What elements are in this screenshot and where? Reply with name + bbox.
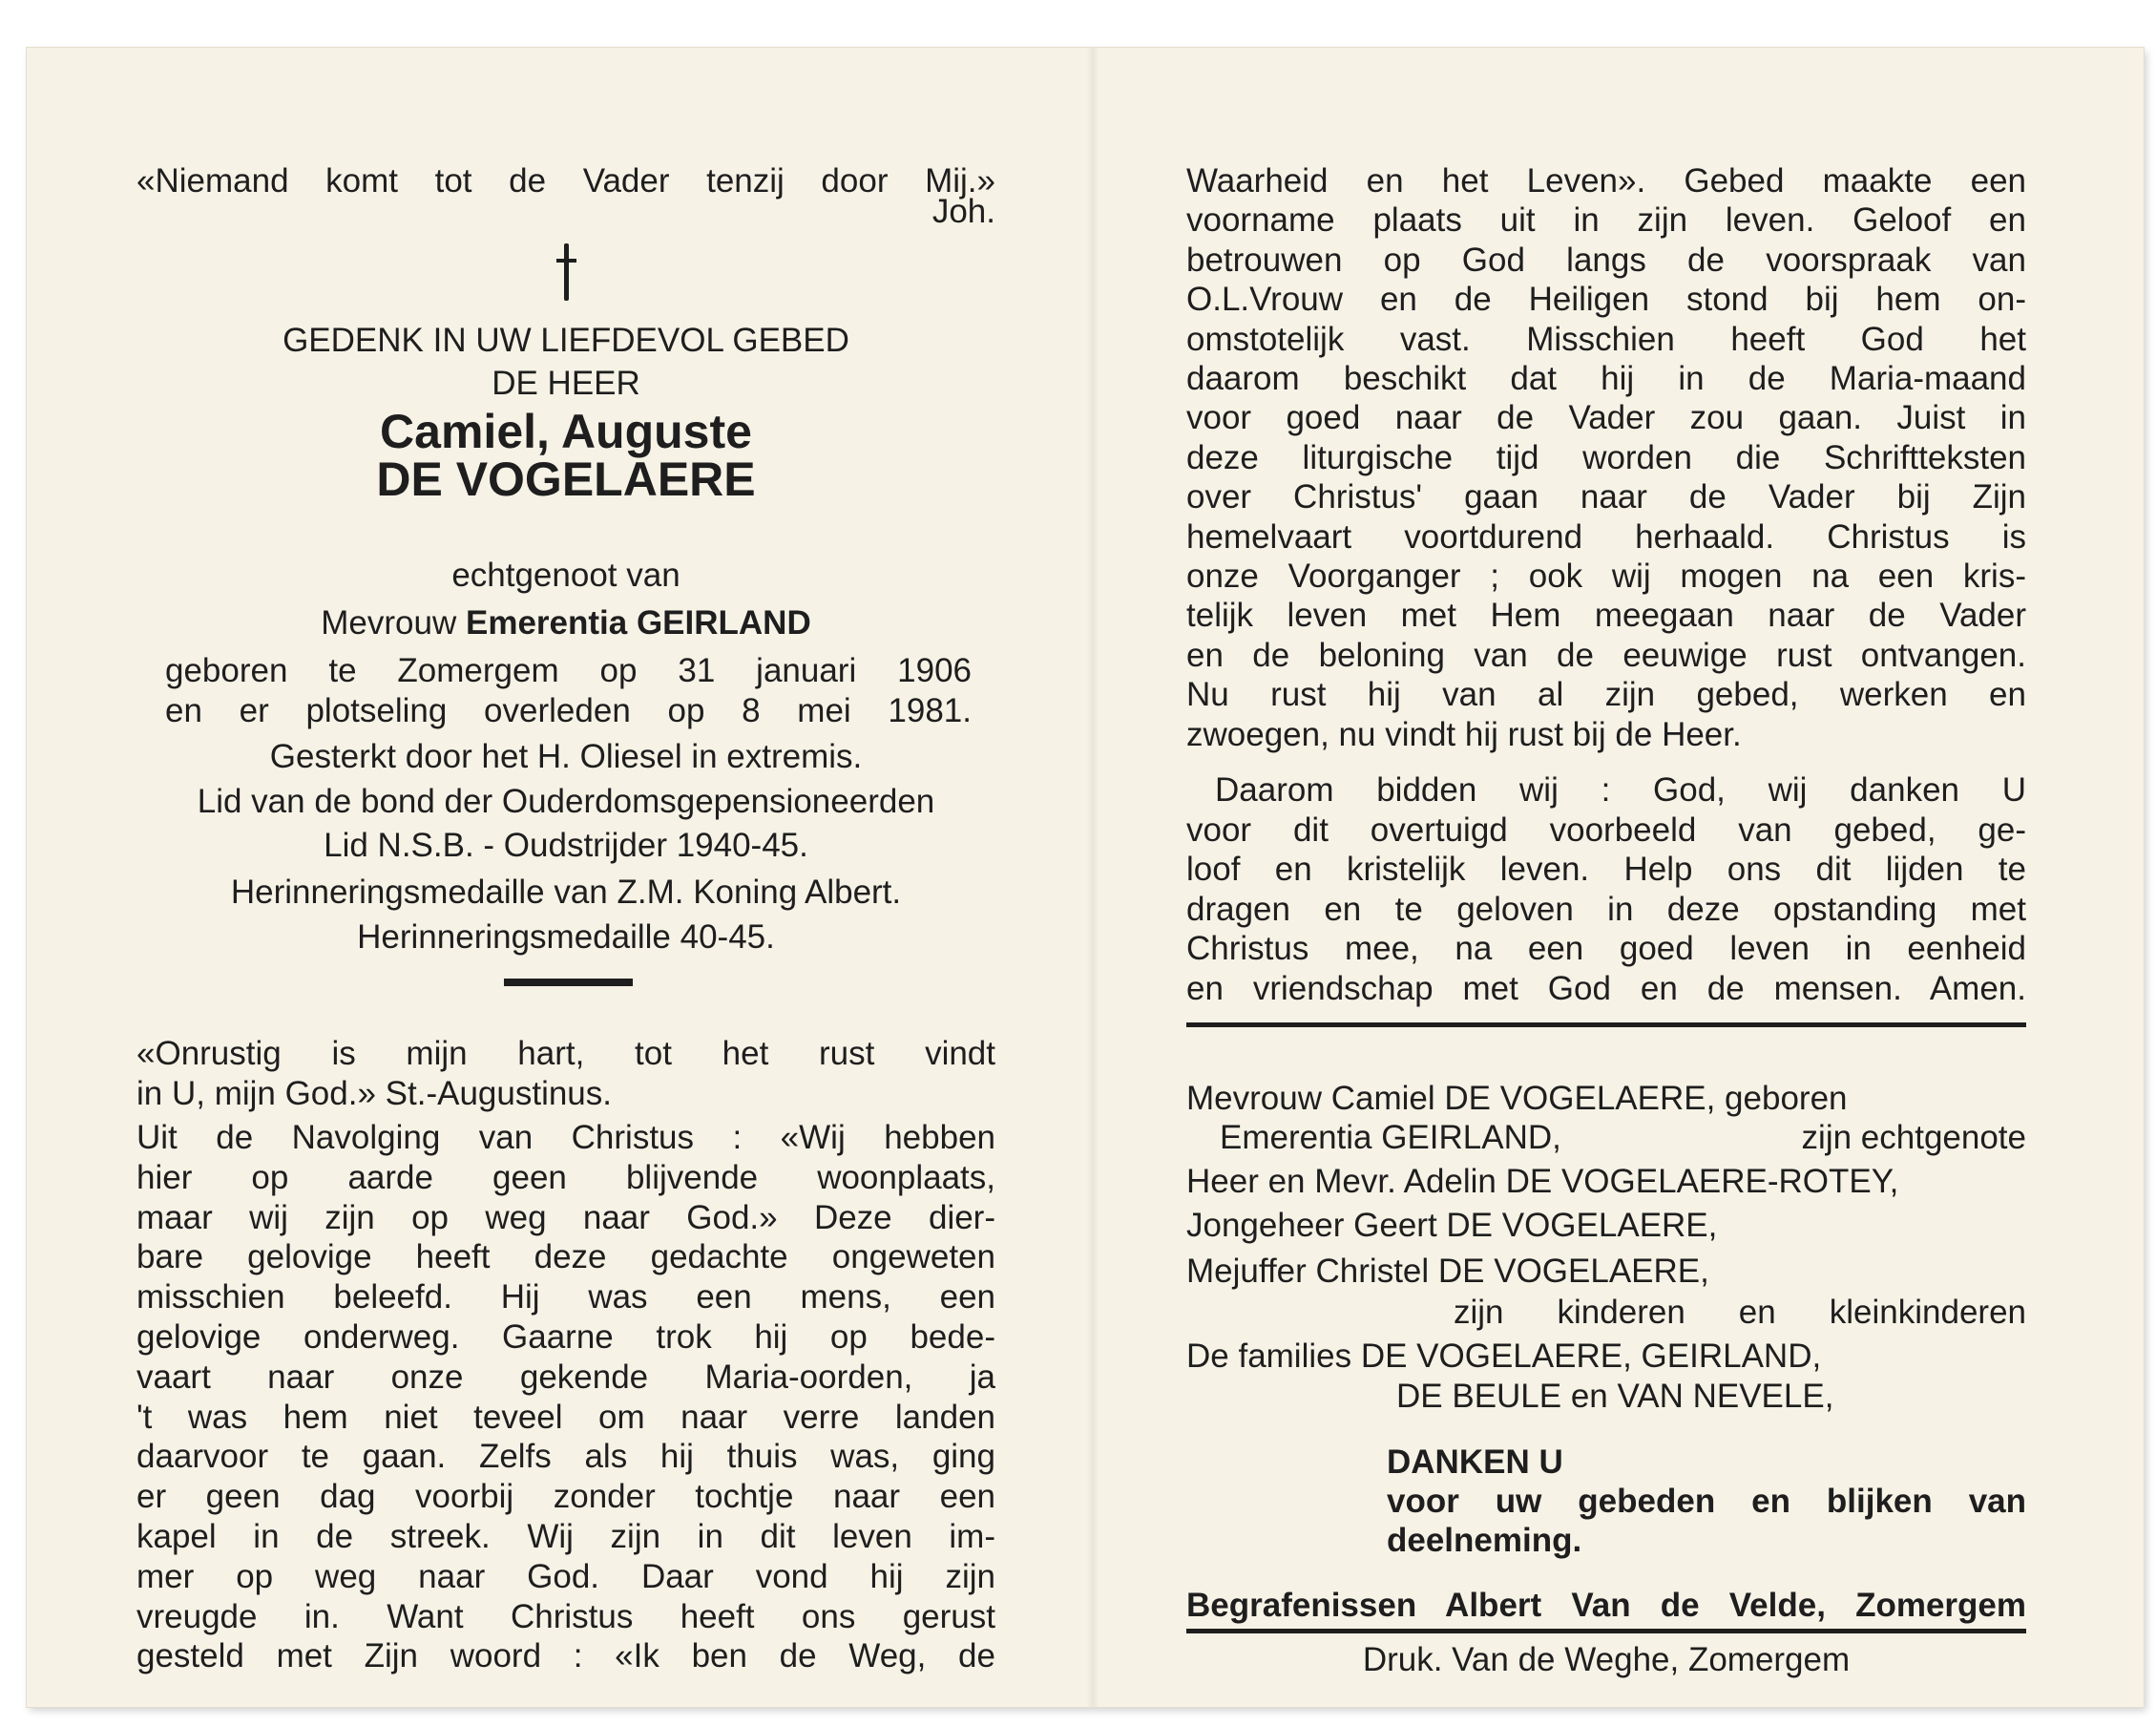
text-line: Uit de Navolging van Christus : «Wij hebben bbox=[136, 1119, 995, 1156]
text-line: deze liturgische tijd worden die Schriftteksten bbox=[1186, 438, 2026, 476]
fact-membership: Lid van de bond der Ouderdomsgepensioneerden bbox=[197, 783, 935, 820]
divider-top bbox=[1186, 1022, 2026, 1027]
text-line: hemelvaart voortdurend herhaald. Christus is bbox=[1186, 517, 2026, 556]
text-line: over Christus' gaan naar de Vader bij Zijn bbox=[1186, 478, 2026, 516]
fact-death: en er plotseling overleden op 8 mei 1981. bbox=[165, 692, 972, 729]
fact-medal-2: Herinneringsmedaille 40-45. bbox=[357, 918, 775, 956]
text-line: betrouwen op God langs de voorspraak van bbox=[1186, 241, 2026, 279]
bible-quote: «Niemand komt tot de Vader tenzij door Mij.» bbox=[136, 162, 995, 200]
text-line: omstotelijk vast. Misschien heeft God het bbox=[1186, 320, 2026, 358]
fact-medal-1: Herinneringsmedaille van Z.M. Koning Albert. bbox=[230, 874, 902, 911]
text-line: daarvoor te gaan. Zelfs als hij thuis was, ging bbox=[136, 1438, 995, 1476]
augustinus-quote-line-2: in U, mijn God.» St.-Augustinus. bbox=[136, 1075, 612, 1112]
text-line: loof en kristelijk leven. Help ons dit lijden te bbox=[1186, 851, 2026, 889]
text-line: Christus mee, na een goed leven in eenheid bbox=[1186, 930, 2026, 968]
text-line: en de beloning van de eeuwige rust ontvangen. bbox=[1186, 636, 2026, 674]
child-2: Jongeheer Geert DE VOGELAERE, bbox=[1186, 1207, 1718, 1244]
fact-birth: geboren te Zomergem op 31 januari 1906 bbox=[165, 652, 972, 689]
text-line: gelovige onderweg. Gaarne trok hij op bede- bbox=[136, 1318, 995, 1356]
card-fold bbox=[1086, 48, 1099, 1707]
text-line: maar wij zijn op weg naar God.» Deze dier- bbox=[136, 1198, 995, 1236]
text-line: en vriendschap met God en de mensen. Amen. bbox=[1186, 970, 2026, 1007]
text-line: O.L.Vrouw en de Heiligen stond bij hem on- bbox=[1186, 281, 2026, 319]
spouse-prefix: Mevrouw bbox=[321, 604, 457, 642]
text-line: bare gelovige heeft deze gedachte ongeweten bbox=[136, 1238, 995, 1276]
deceased-surname: DE VOGELAERE bbox=[376, 453, 756, 506]
families-line-2: DE BEULE en VAN NEVELE, bbox=[1396, 1378, 1834, 1415]
child-1: Heer en Mevr. Adelin DE VOGELAERE-ROTEY, bbox=[1186, 1163, 1899, 1200]
text-line: Waarheid en het Leven». Gebed maakte een bbox=[1186, 162, 2026, 200]
undertaker: Begrafenissen Albert Van de Velde, Zomergem bbox=[1186, 1587, 2026, 1624]
text-line: dragen en te geloven in deze opstanding met bbox=[1186, 890, 2026, 928]
text-line: Daarom bidden wij : God, wij danken U bbox=[1215, 771, 2026, 809]
widow-line: Mevrouw Camiel DE VOGELAERE, geboren bbox=[1186, 1080, 1848, 1117]
thanks-line-2: deelneming. bbox=[1387, 1522, 1582, 1559]
spouse-intro: echtgenoot van bbox=[451, 557, 680, 594]
text-line: vaart naar onze gekende Maria-oorden, ja bbox=[136, 1358, 995, 1396]
text-line: kapel in de streek. Wij zijn in dit leven im- bbox=[136, 1518, 995, 1555]
thanks-title: DANKEN U bbox=[1387, 1443, 1563, 1481]
text-line: hier op aarde geen blijvende woonplaats, bbox=[136, 1158, 995, 1196]
divider-bottom bbox=[1186, 1629, 2026, 1633]
text-line: gesteld met Zijn woord : «Ik ben de Weg, de bbox=[136, 1637, 995, 1675]
fact-sacrament: Gesterkt door het H. Oliesel in extremis. bbox=[269, 738, 863, 775]
bible-quote-source: Joh. bbox=[931, 193, 995, 230]
left-panel bbox=[136, 48, 995, 1707]
text-line: misschien beleefd. Hij was een mens, een bbox=[136, 1278, 995, 1316]
child-3: Mejuffer Christel DE VOGELAERE, bbox=[1186, 1253, 1709, 1290]
text-line: telijk leven met Hem meegaan naar de Vader bbox=[1186, 597, 2026, 635]
spouse-line bbox=[136, 604, 995, 642]
text-line: onze Voorganger ; ook wij mogen na een kris- bbox=[1186, 558, 2026, 595]
widow-role: zijn echtgenote bbox=[1801, 1119, 2026, 1156]
fact-veteran: Lid N.S.B. - Oudstrijder 1940-45. bbox=[324, 827, 808, 864]
spouse-name: Emerentia GEIRLAND bbox=[465, 604, 811, 642]
invocation-line-1: GEDENK IN UW LIEFDEVOL GEBED bbox=[283, 322, 849, 359]
thanks-line-1: voor uw gebeden en blijken van bbox=[1387, 1483, 2026, 1520]
cross-icon bbox=[556, 243, 576, 301]
invocation-line-2: DE HEER bbox=[492, 365, 640, 402]
text-line: voor goed naar de Vader zou gaan. Juist in bbox=[1186, 399, 2026, 437]
text-line: vreugde in. Want Christus heeft ons gerust bbox=[136, 1597, 995, 1635]
widow-name: Emerentia GEIRLAND, bbox=[1220, 1119, 1561, 1156]
printer: Druk. Van de Weghe, Zomergem bbox=[1362, 1641, 1851, 1678]
text-line: voor dit overtuigd voorbeeld van gebed, ge- bbox=[1186, 811, 2026, 849]
text-line: Nu rust hij van al zijn gebed, werken en bbox=[1186, 676, 2026, 714]
text-line: er geen dag voorbij zonder tochtje naar een bbox=[136, 1478, 995, 1516]
memorial-card bbox=[27, 48, 2144, 1707]
text-line: daarom beschikt dat hij in de Maria-maand bbox=[1186, 360, 2026, 397]
text-line: voorname plaats uit in zijn leven. Geloof en bbox=[1186, 201, 2026, 240]
children-role: zijn kinderen en kleinkinderen bbox=[1454, 1294, 2026, 1331]
families-line-1: De families DE VOGELAERE, GEIRLAND, bbox=[1186, 1337, 1822, 1375]
ornamental-divider bbox=[504, 979, 633, 986]
text-line: zwoegen, nu vindt hij rust bij de Heer. bbox=[1186, 715, 1742, 753]
deceased-first-names: Camiel, Auguste bbox=[380, 405, 752, 458]
text-line: 't was hem niet teveel om naar verre landen bbox=[136, 1398, 995, 1436]
text-line: mer op weg naar God. Daar vond hij zijn bbox=[136, 1557, 995, 1595]
augustinus-quote-line-1: «Onrustig is mijn hart, tot het rust vindt bbox=[136, 1035, 995, 1072]
right-panel bbox=[1186, 48, 2026, 1707]
